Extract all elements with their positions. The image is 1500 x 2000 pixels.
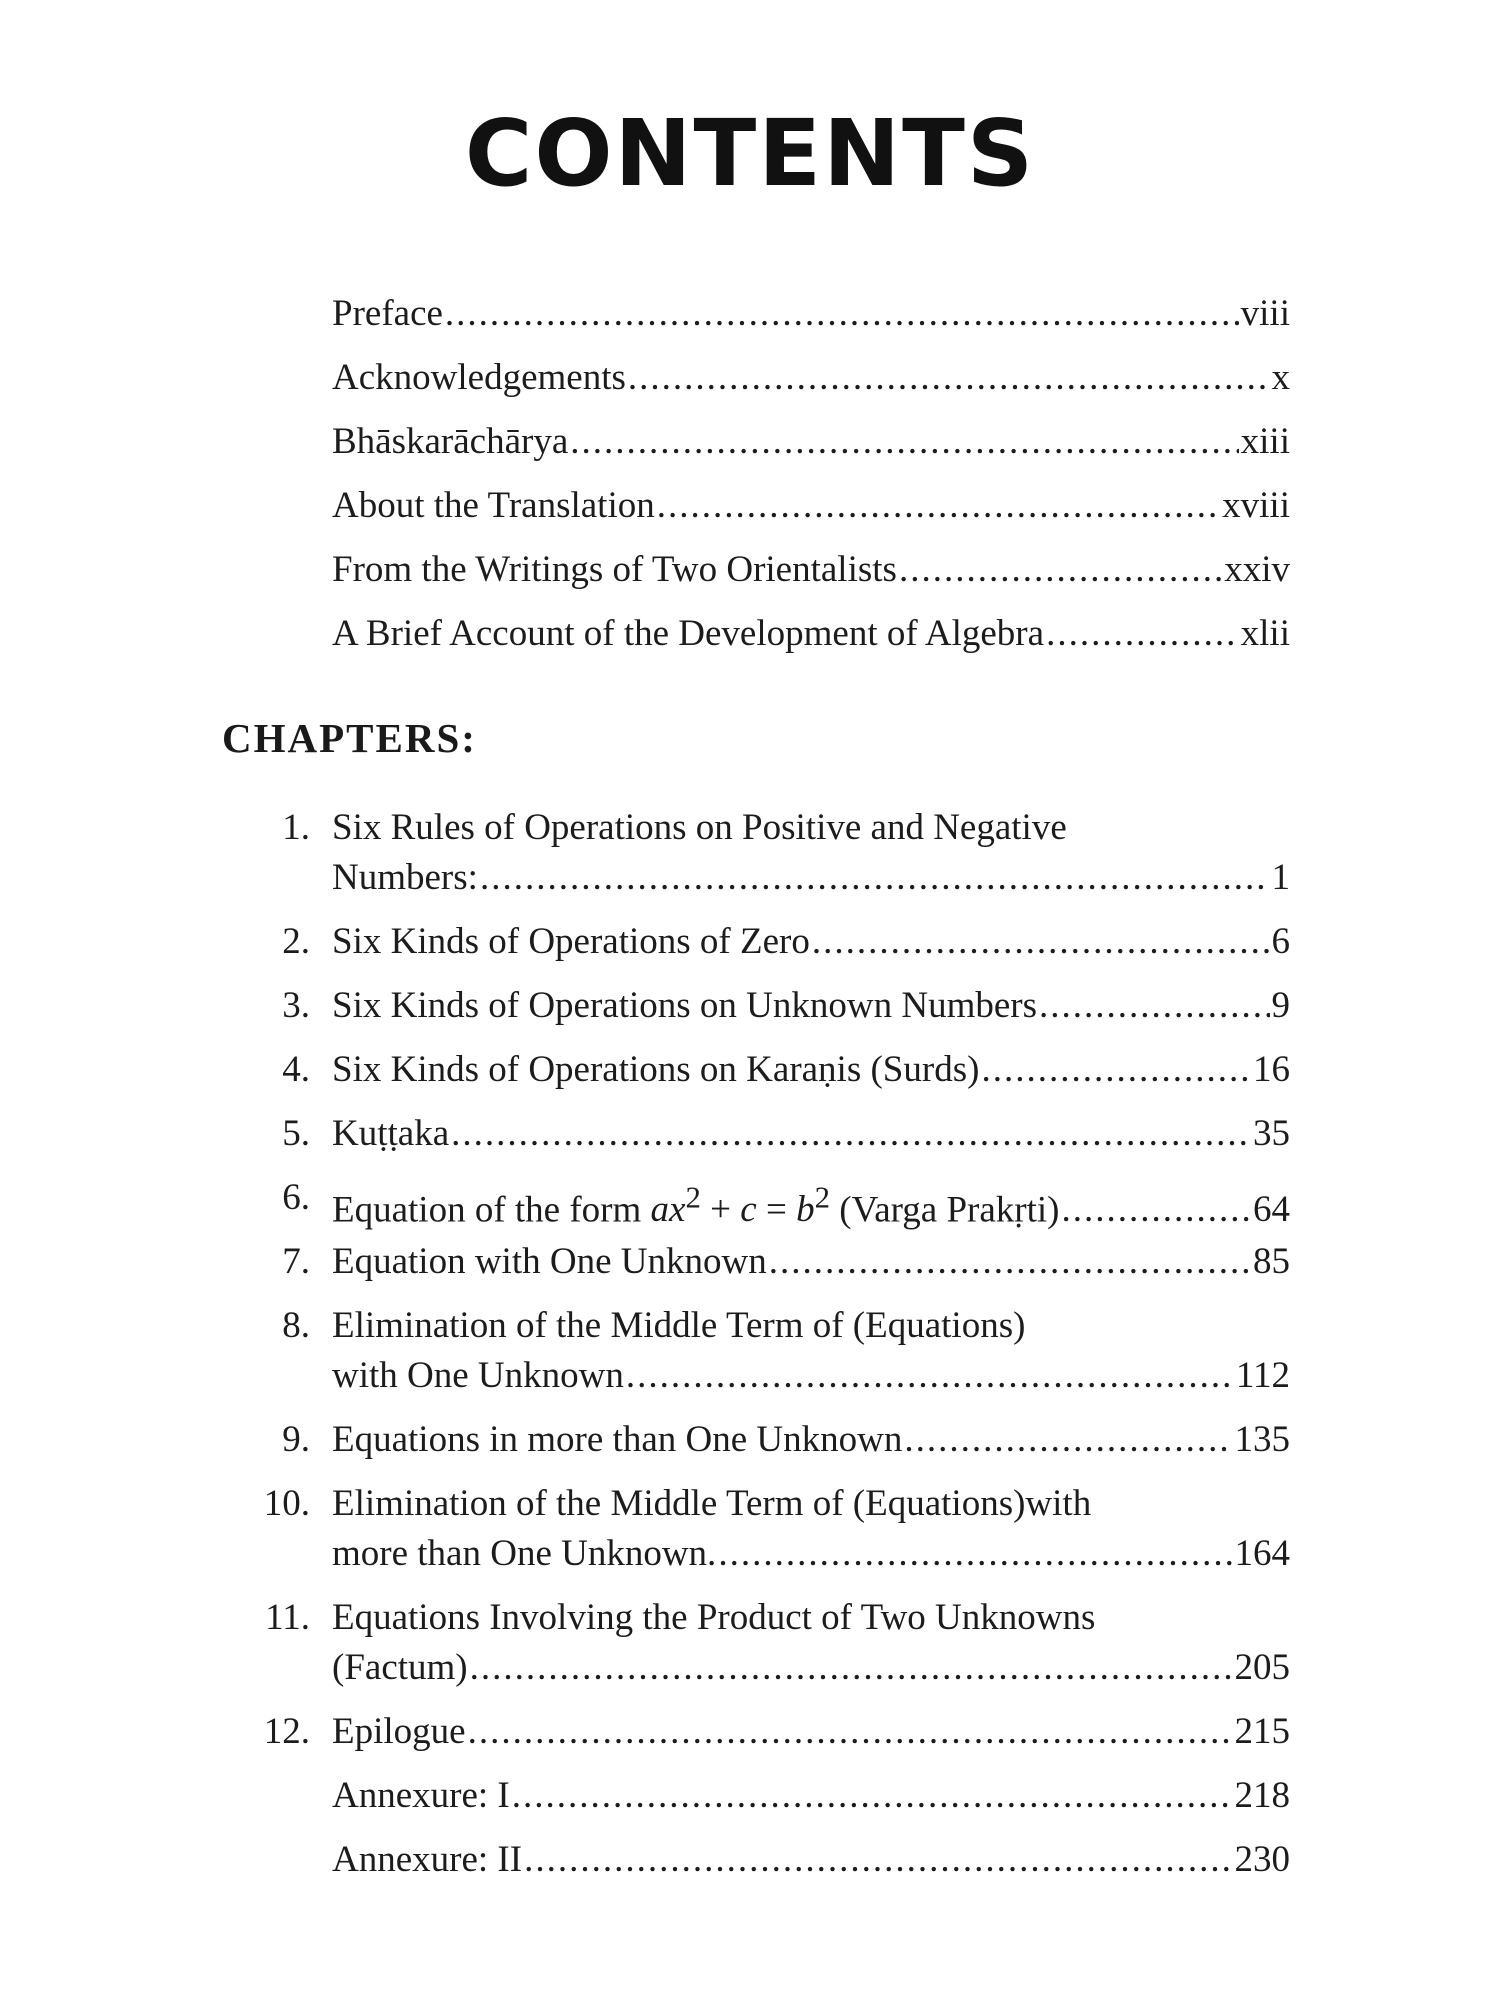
toc-entry-orientalists[interactable] xyxy=(332,548,1290,592)
chapter-entry-4[interactable] xyxy=(250,1045,1290,1095)
chapter-title: Epilogue xyxy=(332,1711,466,1752)
chapter-entry-10[interactable] xyxy=(250,1479,1290,1579)
toc-page-number: xviii xyxy=(1222,485,1290,526)
dot-leader xyxy=(468,1707,1233,1757)
chapter-entry-9[interactable] xyxy=(250,1415,1290,1465)
dot-leader xyxy=(524,1835,1232,1885)
chapter-title-line2: Numbers: xyxy=(332,857,478,898)
chapter-entry-12[interactable] xyxy=(250,1707,1290,1757)
chapter-number: 12. xyxy=(263,1711,310,1752)
chapter-number: 8. xyxy=(282,1305,310,1346)
chapter-title-line1: Elimination of the Middle Term of (Equations) xyxy=(332,1305,1026,1346)
chapter-entry-7[interactable] xyxy=(250,1237,1290,1287)
equation-formula xyxy=(650,1181,830,1231)
dot-leader xyxy=(628,356,1270,400)
dot-leader xyxy=(769,1237,1251,1287)
dot-leader xyxy=(1046,612,1239,656)
chapter-number: 9. xyxy=(282,1419,310,1460)
formula-var-x: x xyxy=(669,1189,686,1231)
chapter-title: Equation with One Unknown xyxy=(332,1241,767,1282)
dot-leader xyxy=(626,1351,1234,1401)
chapters-heading: CHAPTERS: xyxy=(222,715,477,761)
toc-page-number: xlii xyxy=(1240,613,1290,654)
annexure-label: Annexure: I xyxy=(332,1775,510,1816)
chapter-title-line2: with One Unknown xyxy=(332,1355,624,1396)
toc-page-number: x xyxy=(1271,357,1290,398)
formula-exp-b: 2 xyxy=(814,1181,830,1215)
chapter-title: Six Kinds of Operations on Unknown Numbers xyxy=(332,985,1038,1026)
chapter-page-number: 1 xyxy=(1271,857,1290,898)
chapter-entry-6[interactable] xyxy=(250,1173,1290,1235)
formula-equals: = xyxy=(756,1189,797,1231)
toc-entry-preface[interactable] xyxy=(332,292,1290,336)
toc-entry-label: Acknowledgements xyxy=(332,357,626,398)
chapter-page-number: 16 xyxy=(1253,1049,1290,1090)
chapter-page-number: 164 xyxy=(1234,1533,1290,1574)
chapter-title-suffix: (Varga Prakṛti) xyxy=(830,1189,1060,1231)
chapter-page-number: 64 xyxy=(1253,1189,1290,1231)
toc-page-number: viii xyxy=(1240,293,1290,334)
chapter-page-number: 6 xyxy=(1271,921,1290,962)
chapter-number: 3. xyxy=(282,985,310,1026)
chapter-number: 10. xyxy=(263,1483,310,1524)
chapter-title-line2: (Factum) xyxy=(332,1647,468,1688)
dot-leader xyxy=(570,420,1238,464)
formula-var-a: a xyxy=(650,1189,670,1231)
annexure-page-number: 218 xyxy=(1234,1775,1290,1816)
dot-leader xyxy=(480,853,1270,903)
formula-var-b: b xyxy=(796,1189,815,1231)
toc-entry-algebra-history[interactable] xyxy=(332,612,1290,656)
dot-leader xyxy=(1061,1185,1251,1235)
chapter-entry-3[interactable] xyxy=(250,981,1290,1031)
chapter-number: 4. xyxy=(282,1049,310,1090)
dot-leader xyxy=(1039,981,1269,1031)
chapter-page-number: 35 xyxy=(1253,1113,1290,1154)
formula-plus: + xyxy=(700,1189,741,1231)
toc-entry-acknowledgements[interactable] xyxy=(332,356,1290,400)
annexure-entry-1[interactable] xyxy=(250,1771,1290,1821)
chapter-page-number: 112 xyxy=(1235,1355,1290,1396)
dot-leader xyxy=(812,917,1270,967)
toc-entry-label: Bhāskarāchārya xyxy=(332,421,569,462)
chapter-title-line1: Elimination of the Middle Term of (Equations)with xyxy=(332,1483,1092,1524)
formula-exp-x: 2 xyxy=(685,1181,701,1215)
toc-page-number: xxiv xyxy=(1224,549,1290,590)
chapter-title xyxy=(332,1173,1059,1235)
toc-entry-label: A Brief Account of the Development of Algebra xyxy=(332,613,1045,654)
chapter-title: Kuṭṭaka xyxy=(332,1113,450,1154)
dot-leader xyxy=(718,1529,1232,1579)
chapter-number: 2. xyxy=(282,921,310,962)
annexure-page-number: 230 xyxy=(1234,1839,1290,1880)
chapter-page-number: 215 xyxy=(1234,1711,1290,1752)
chapter-title: Equations in more than One Unknown xyxy=(332,1419,903,1460)
page-title: CONTENTS xyxy=(464,100,1036,207)
dot-leader xyxy=(451,1109,1251,1159)
dot-leader xyxy=(470,1643,1233,1693)
chapter-number: 6. xyxy=(282,1177,310,1218)
chapter-entry-1[interactable] xyxy=(250,803,1290,903)
chapter-page-number: 135 xyxy=(1234,1419,1290,1460)
chapter-title: Six Kinds of Operations of Zero xyxy=(332,921,810,962)
annexure-label: Annexure: II xyxy=(332,1839,523,1880)
toc-entry-label: About the Translation xyxy=(332,485,655,526)
chapter-entry-8[interactable] xyxy=(250,1301,1290,1401)
toc-entry-label: From the Writings of Two Orientalists xyxy=(332,549,897,590)
dot-leader xyxy=(657,484,1220,528)
dot-leader xyxy=(981,1045,1251,1095)
formula-var-c: c xyxy=(740,1189,757,1231)
chapter-title-line1: Equations Involving the Product of Two Unknowns xyxy=(332,1597,1096,1638)
annexure-entry-2[interactable] xyxy=(250,1835,1290,1885)
toc-entry-bhaskaracharya[interactable] xyxy=(332,420,1290,464)
chapter-number: 11. xyxy=(265,1597,310,1638)
chapter-page-number: 9 xyxy=(1271,985,1290,1026)
chapter-number: 1. xyxy=(282,807,310,848)
chapter-page-number: 205 xyxy=(1234,1647,1290,1688)
chapter-title: Six Kinds of Operations on Karaṇis (Surds) xyxy=(332,1049,980,1090)
chapter-entry-11[interactable] xyxy=(250,1593,1290,1693)
chapter-number: 5. xyxy=(282,1113,310,1154)
chapter-page-number: 85 xyxy=(1253,1241,1290,1282)
toc-page-number: xiii xyxy=(1240,421,1290,462)
chapter-title-line1: Six Rules of Operations on Positive and Negative xyxy=(332,807,1067,848)
dot-leader xyxy=(899,548,1222,592)
dot-leader xyxy=(904,1415,1232,1465)
chapter-title-prefix: Equation of the form xyxy=(332,1189,651,1231)
dot-leader xyxy=(512,1771,1233,1821)
toc-entry-about-translation[interactable] xyxy=(332,484,1290,528)
toc-entry-label: Preface xyxy=(332,293,443,334)
chapter-entry-5[interactable] xyxy=(250,1109,1290,1159)
chapter-entry-2[interactable] xyxy=(250,917,1290,967)
chapter-title-line2: more than One Unknown. xyxy=(332,1533,717,1574)
dot-leader xyxy=(445,292,1239,336)
chapter-number: 7. xyxy=(282,1241,310,1282)
